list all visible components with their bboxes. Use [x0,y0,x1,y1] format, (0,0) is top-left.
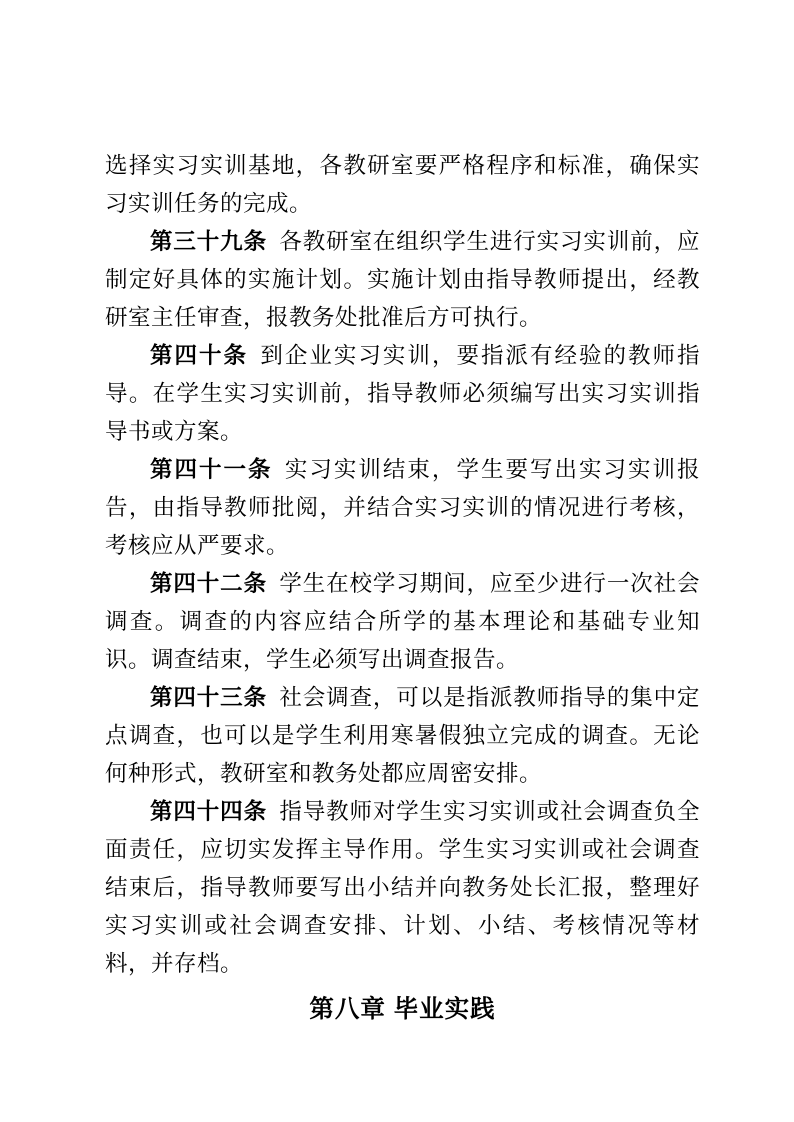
article-text: 实习实训结束，学生要写出实习实训报告，由指导教师批阅，并结合实习实训的情况进行考核，考核应从严要求。 [105,457,700,558]
continuation-paragraph: 选择实习实训基地，各教研室要严格程序和标准，确保实习实训任务的完成。 [105,153,700,216]
article-paragraph-41 [105,451,700,565]
article-text: 学生在校学习期间，应至少进行一次社会调查。调查的内容应结合所学的基本理论和基础专业知识。调查结束，学生必须写出调查报告。 [105,571,700,672]
article-paragraph-43 [105,679,700,793]
article-text: 到企业实习实训，要指派有经验的教师指导。在学生实习实训前，指导教师必须编写出实习实训指导书或方案。 [105,343,700,444]
article-paragraph-39 [105,223,700,337]
article-paragraph-44 [105,793,700,983]
article-number: 第四十一条 [150,457,273,482]
article-paragraph-42 [105,565,700,679]
article-number: 第四十四条 [150,799,267,824]
article-text: 社会调查，可以是指派教师指导的集中定点调查，也可以是学生利用寒暑假独立完成的调查。无论何种形式，教研室和教务处都应周密安排。 [105,685,700,786]
article-number: 第四十三条 [150,685,267,710]
article-text: 指导教师对学生实习实训或社会调查负全面责任，应切实发挥主导作用。学生实习实训或社会调查结束后，指导教师要写出小结并向教务处长汇报，整理好实习实训或社会调查安排、计划、小结、考核情况等材料，并存档。 [105,799,700,976]
article-number: 第四十二条 [150,571,267,596]
article-text: 各教研室在组织学生进行实习实训前，应制定好具体的实施计划。实施计划由指导教师提出，经教研室主任审查，报教务处批准后方可执行。 [105,229,700,330]
article-number: 第三十九条 [150,229,267,254]
article-number: 第四十条 [150,343,249,368]
chapter-heading: 第八章 毕业实践 [309,996,496,1023]
article-paragraph-40 [105,337,700,451]
